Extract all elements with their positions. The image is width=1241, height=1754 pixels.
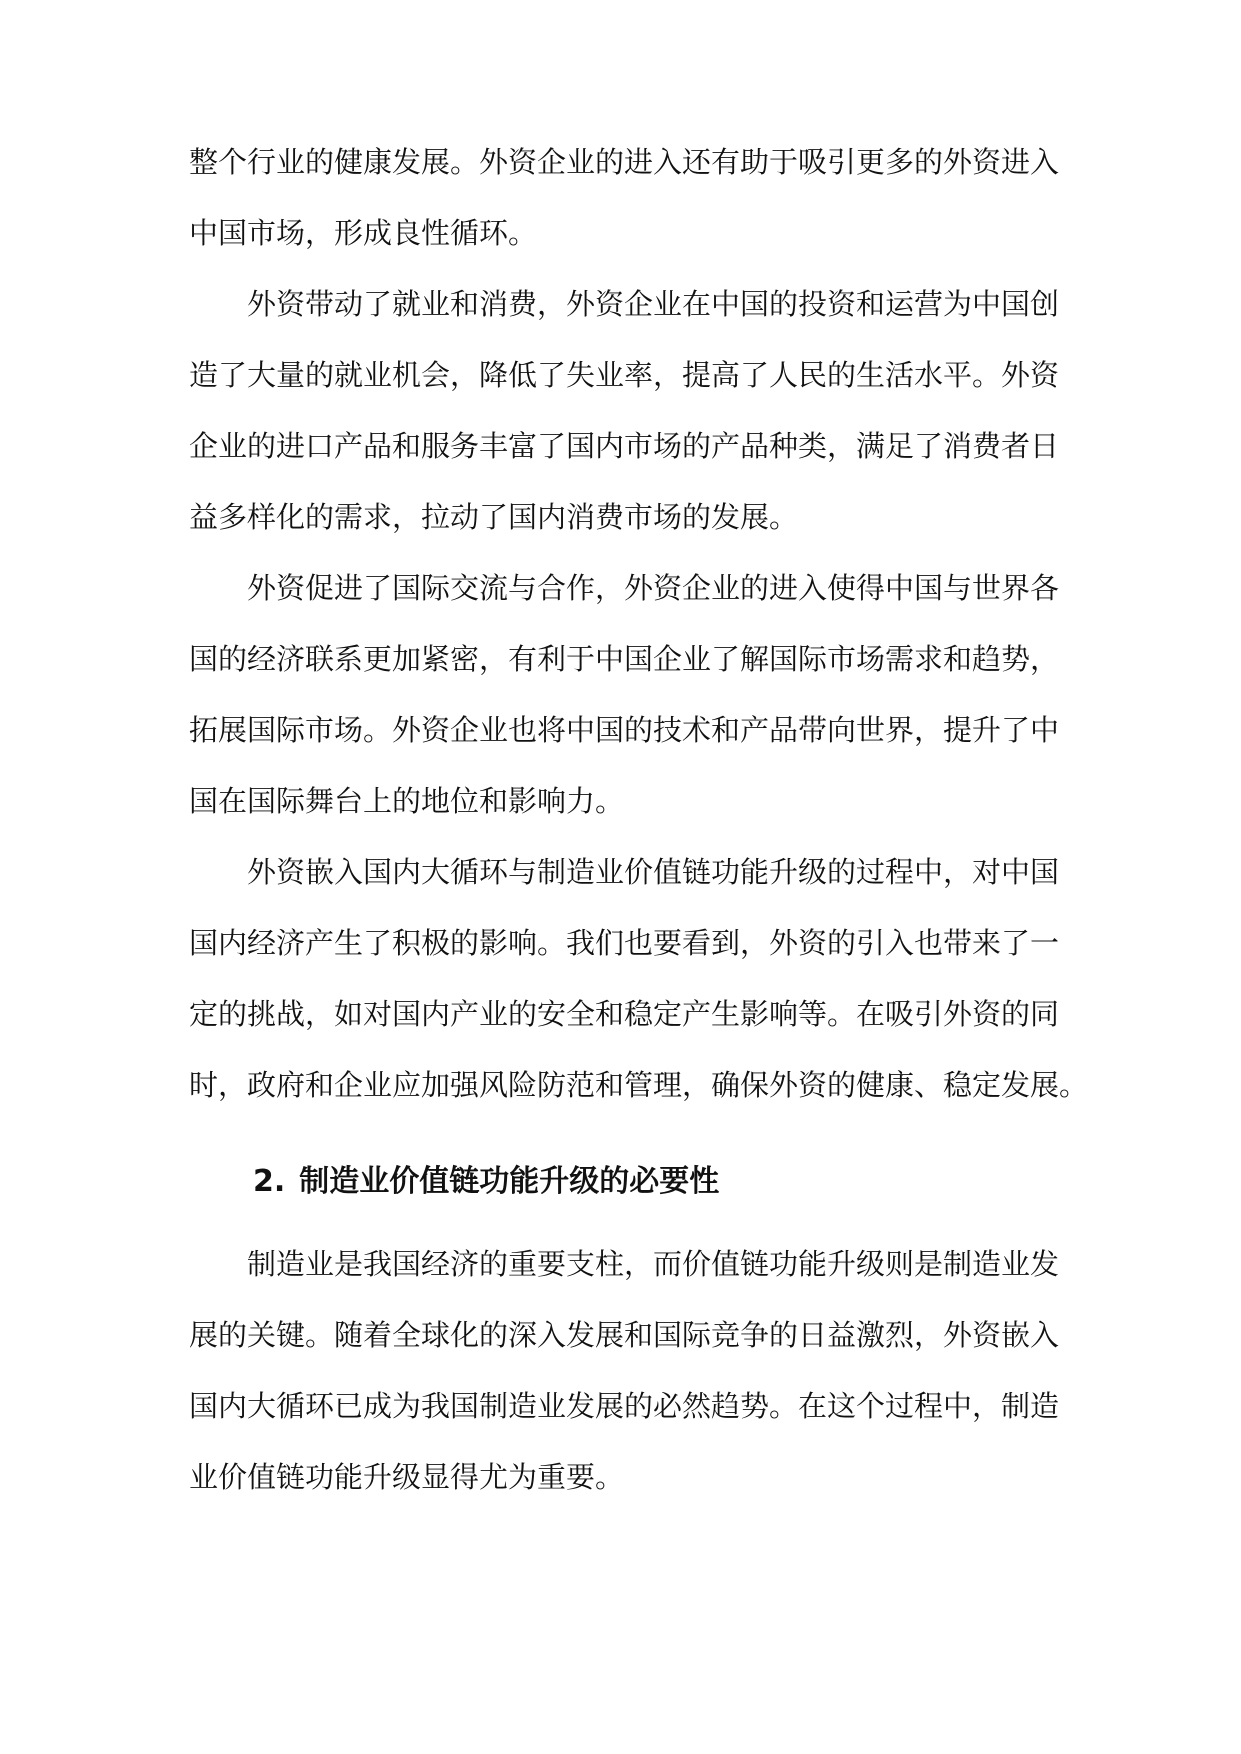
document-body bbox=[189, 127, 1089, 1513]
text-line: 展的关键。随着全球化的深入发展和国际竞争的日益激烈，外资嵌入 bbox=[189, 1318, 1060, 1352]
section-title: 制造业价值链功能升级的必要性 bbox=[299, 1164, 720, 1199]
text-line: 业价值链功能升级显得尤为重要。 bbox=[189, 1460, 625, 1494]
text-line: 定的挑战，如对国内产业的安全和稳定产生影响等。在吸引外资的同 bbox=[189, 997, 1060, 1031]
text-line: 国内大循环已成为我国制造业发展的必然趋势。在这个过程中，制造 bbox=[189, 1389, 1060, 1423]
text-line: 整个行业的健康发展。外资企业的进入还有助于吸引更多的外资进入 bbox=[189, 145, 1060, 179]
text-line: 益多样化的需求，拉动了国内消费市场的发展。 bbox=[189, 500, 799, 534]
paragraph-5 bbox=[189, 1229, 1059, 1513]
text-line: 外资促进了国际交流与合作，外资企业的进入使得中国与世界各 bbox=[247, 571, 1060, 605]
text-line: 造了大量的就业机会，降低了失业率，提高了人民的生活水平。外资 bbox=[189, 358, 1060, 392]
section-number: 2. bbox=[253, 1164, 286, 1199]
text-line: 时，政府和企业应加强风险防范和管理，确保外资的健康、稳定发展。 bbox=[189, 1068, 1089, 1102]
text-line: 国在国际舞台上的地位和影响力。 bbox=[189, 784, 625, 818]
text-line: 制造业是我国经济的重要支柱，而价值链功能升级则是制造业发 bbox=[247, 1247, 1060, 1281]
text-line: 拓展国际市场。外资企业也将中国的技术和产品带向世界，提升了中 bbox=[189, 713, 1060, 747]
text-line: 国内经济产生了积极的影响。我们也要看到，外资的引入也带来了一 bbox=[189, 926, 1060, 960]
paragraph-4 bbox=[189, 837, 1089, 1121]
paragraph-1 bbox=[189, 127, 1059, 269]
text-line: 外资带动了就业和消费，外资企业在中国的投资和运营为中国创 bbox=[247, 287, 1060, 321]
paragraph-3 bbox=[189, 553, 1059, 837]
section-heading bbox=[189, 1121, 1059, 1229]
text-line: 中国市场，形成良性循环。 bbox=[189, 216, 538, 250]
paragraph-2 bbox=[189, 269, 1059, 553]
text-line: 国的经济联系更加紧密，有利于中国企业了解国际市场需求和趋势， bbox=[189, 642, 1060, 676]
text-line: 外资嵌入国内大循环与制造业价值链功能升级的过程中，对中国 bbox=[247, 855, 1060, 889]
text-line: 企业的进口产品和服务丰富了国内市场的产品种类，满足了消费者日 bbox=[189, 429, 1060, 463]
